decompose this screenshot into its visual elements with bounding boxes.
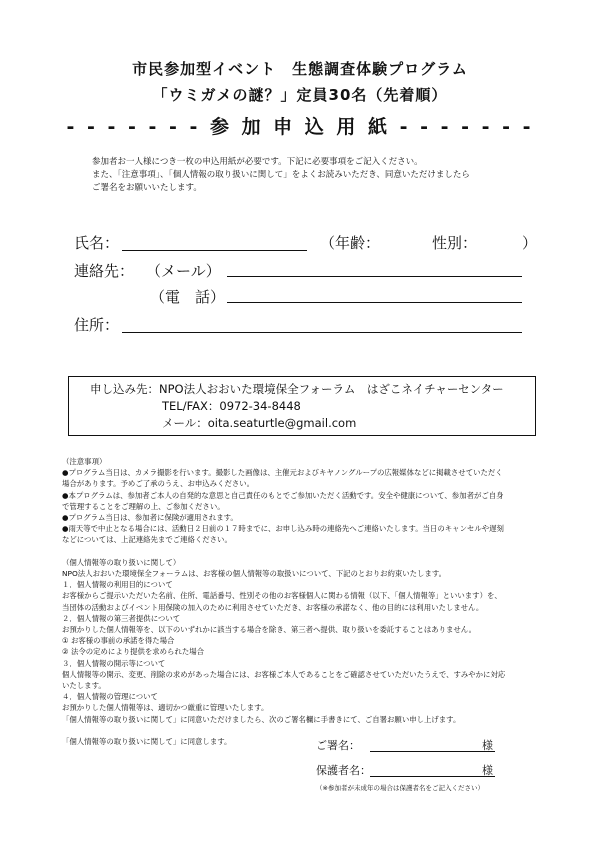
signature-label: ご署名： <box>316 739 360 752</box>
contact-organization: 申し込み先：NPO法人おおいた環境保全フォーラム はざこネイチャーセンター <box>90 382 504 396</box>
name-field[interactable] <box>122 250 307 251</box>
event-title: 市民参加型イベント 生態調査体験プログラム <box>132 60 468 78</box>
notes-line: ４．個人情報の管理について <box>62 692 158 702</box>
event-subtitle: 「ウミガメの謎？」定員30名（先着順） <box>152 86 448 104</box>
notes-line: NPO法人おおいた環境保全フォーラムは、お客様の個人情報等の取扱いについて、下記のとおりお約束いたします。 <box>62 569 447 579</box>
notes-line: ●プログラム当日は、カメラ撮影を行います。撮影した画像は、主催元およびキヤノングループの広報媒体などに掲載させていただく <box>62 468 503 478</box>
notes-line: ●雨天等で中止となる場合には、活動日２日前の１７時までに、お申し込み時の連絡先へご連絡いたします。当日のキャンセルや遅刻 <box>62 524 504 534</box>
guardian-note: （※参加者が未成年の場合は保護者名をご記入ください） <box>316 784 484 792</box>
intro-text <box>92 156 470 195</box>
notes-line: いたします。 <box>62 681 106 691</box>
notes-spacer <box>62 725 552 736</box>
notes-spacer <box>62 546 552 557</box>
guardian-label: 保護者名： <box>316 764 371 777</box>
contact-label: 連絡先： <box>74 262 135 280</box>
form-heading: - - - - - - - 参 加 申 込 用 紙 - - - - - - - <box>66 116 534 138</box>
email-field[interactable] <box>227 276 522 277</box>
notes-line: などについては、上記連絡先までご連絡ください。 <box>62 535 232 545</box>
intro-line: また、「注意事項」、「個人情報の取り扱いに関して」をよくお読みいただき、同意いただけましたら <box>92 170 470 180</box>
notes-line: 「個人情報等の取り扱いに関して」に同意いただけましたら、次のご署名欄に手書きにて、ご自署お願い申し上げます。 <box>62 714 461 724</box>
phone-label: （電 話） <box>150 288 226 306</box>
notes-line: ３．個人情報の開示等について <box>62 658 166 668</box>
contact-email: メール：oita.seaturtle@gmail.com <box>162 416 357 430</box>
notes-line: ２．個人情報の第三者提供について <box>62 613 181 623</box>
notes-line: 個人情報等の開示、変更、削除の求めがあった場合には、お客様ご本人であることをご確認させていただいたうえで、すみやかに対応 <box>62 669 506 679</box>
notes-line: で管理することをご理解の上、ご参加ください。 <box>62 501 225 511</box>
intro-line: 参加者お一人様につき一枚の申込用紙が必要です。下記に必要事項をご記入ください。 <box>92 157 423 167</box>
notes-line: お預かりした個人情報等は、適切かつ厳重に管理いたします。 <box>62 703 269 713</box>
notes-line: ●本プログラムは、参加者ご本人の自発的な意思と自己責任のもとでご参加いただく活動です。安全や健康について、参加者がご自身 <box>62 490 504 500</box>
notes-section <box>62 456 552 747</box>
notes-line: お客様からご提示いただいた名前、住所、電話番号、性別その他のお客様個人に関わる情報（以下、「個人情報等」といいます）を、 <box>62 591 502 601</box>
notes-line: 場合があります。予めご了承のうえ、お申込みください。 <box>62 479 255 489</box>
guardian-field[interactable] <box>370 776 495 777</box>
phone-field[interactable] <box>227 302 522 303</box>
notes-line: 当団体の活動およびイベント用保険の加入のために利用させていただき、お客様の承諾なく、他の目的には利用いたしません。 <box>62 602 484 612</box>
name-label: 氏名： <box>74 234 120 252</box>
notes-line: お預かりした個人情報等を、以下のいずれかに該当する場合を除き、第三者へ提供、取り扱いを委託することはありません。 <box>62 625 477 635</box>
signature-sama: 様 <box>482 739 493 752</box>
notes-line: １．個人情報の利用目的について <box>62 580 173 590</box>
notes-line: （個人情報等の取り扱いに関して） <box>62 557 181 567</box>
address-field[interactable] <box>122 332 522 333</box>
email-label: （メール） <box>146 262 221 280</box>
notes-line: （注意事項） <box>62 457 107 466</box>
guardian-sama: 様 <box>482 764 493 777</box>
intro-line: ご署名をお願いいたします。 <box>92 183 202 193</box>
notes-line: ●プログラム当日は、参加者に保険が適用されます。 <box>62 513 238 523</box>
notes-line: ① お客様の事前の承諾を得た場合 <box>62 636 175 646</box>
address-label: 住所： <box>74 316 120 334</box>
close-paren: ） <box>522 234 538 252</box>
notes-line: ② 法令の定めにより提供を求められた場合 <box>62 647 205 657</box>
contact-phone: TEL/FAX：0972-34-8448 <box>162 399 301 413</box>
age-label: （年齢： <box>320 234 381 252</box>
gender-label: 性別： <box>432 234 478 252</box>
signature-field[interactable] <box>370 751 495 752</box>
consent-statement: 「個人情報等の取り扱いに関して」に同意します。 <box>62 737 232 747</box>
